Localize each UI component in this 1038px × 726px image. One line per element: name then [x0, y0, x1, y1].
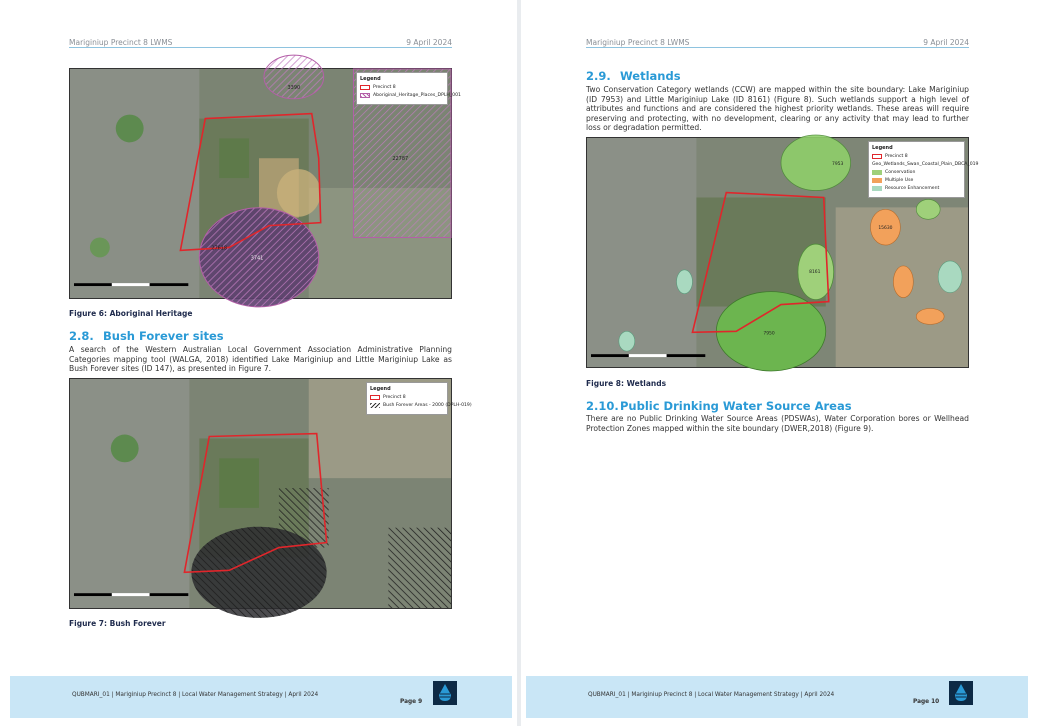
legend-title: Legend: [872, 145, 893, 151]
section-number: 2.10.: [586, 399, 619, 413]
legend-title: Legend: [360, 76, 381, 82]
section-2-8-body: A search of the Western Australian Local Government Association Administrative Planning Categories mapping tool (WALGA, 2018) identified Lake Mariginiup and Little Mariginiup Lake as Bush Forever sites (ID 147), as presented in Figure 7.: [69, 345, 452, 374]
legend-swatch: [360, 85, 370, 90]
legend-swatch: [360, 93, 370, 98]
section-2-8-heading: [69, 329, 224, 343]
figure-8-map: [586, 137, 979, 368]
page-9: [0, 0, 517, 726]
legend-label: Geo_Wetlands_Swan_Coastal_Plain_DBCA_019: [872, 162, 979, 167]
legend-label: Precinct 8: [373, 85, 396, 90]
figure-7-caption: Figure 7: Bush Forever: [69, 619, 166, 628]
map-label: 15630: [878, 226, 893, 232]
legend-label: Precinct 8: [383, 395, 406, 400]
figure-7-map: [69, 378, 472, 609]
legend-label: Aboriginal_Heritage_Places_DPLH_001: [373, 93, 461, 98]
legend-label: Multiple Use: [885, 178, 914, 183]
page-header: [586, 38, 969, 48]
legend-label: Conservation: [885, 170, 916, 175]
figure-6-caption: Figure 6: Aboriginal Heritage: [69, 309, 193, 318]
legend-swatch: [872, 186, 882, 191]
page-number: Page 9: [400, 699, 423, 705]
legend-swatch: [872, 154, 882, 159]
section-2-9-heading: [586, 69, 681, 83]
section-2-10-body: There are no Public Drinking Water Source Areas (PDSWAs), Water Corporation bores or Wellhead Protection Zones mapped within the site boundary (DWER,2018) (Figure 9).: [586, 414, 969, 433]
figure-8-legend: [868, 141, 979, 198]
water-drop-logo-icon: [433, 681, 457, 705]
header-doc-title: Mariginiup Precinct 8 LWMS: [586, 38, 690, 47]
header-date: 9 April 2024: [923, 38, 969, 47]
map-label: 27618: [211, 245, 228, 252]
legend-item: [370, 403, 472, 408]
section-title: Public Drinking Water Source Areas: [620, 399, 852, 413]
page-footer: [10, 676, 512, 718]
legend-swatch: [872, 178, 882, 183]
page-footer: [526, 676, 1028, 718]
figure-6-map: [69, 68, 461, 299]
map-label: 7950: [763, 331, 775, 337]
footer-text: QUBMARI_01 | Mariginiup Precinct 8 | Local Water Management Strategy | April 2024: [588, 692, 835, 698]
legend-item: [872, 178, 961, 183]
map-label: 3390: [287, 84, 301, 91]
legend-swatch: [370, 403, 380, 408]
section-number: 2.9.: [586, 69, 611, 83]
legend-title: Legend: [370, 386, 391, 392]
legend-item: [872, 186, 961, 191]
legend-item: [872, 170, 961, 175]
figure-7-legend: [366, 382, 472, 415]
section-2-10-heading: [586, 399, 852, 413]
map-label: 3741: [250, 255, 264, 262]
legend-swatch: [872, 170, 882, 175]
map-label: 7953: [832, 161, 844, 167]
page-number: Page 10: [913, 699, 940, 705]
legend-label: Bush Forever Areas - 2000 (DPLH-019): [383, 403, 472, 408]
water-drop-logo-icon: [949, 681, 973, 705]
legend-item: [360, 93, 461, 98]
section-title: Bush Forever sites: [103, 329, 224, 343]
legend-item: [360, 85, 444, 90]
map-label: 8161: [809, 269, 821, 275]
legend-swatch: [370, 395, 380, 400]
legend-label: Resource Enhancement: [885, 186, 940, 191]
page-10: [521, 0, 1038, 726]
section-number: 2.8.: [69, 329, 94, 343]
page-header: [69, 38, 452, 48]
legend-label: Precinct 8: [885, 154, 908, 159]
map-label: 22787: [392, 156, 409, 163]
footer-text: QUBMARI_01 | Mariginiup Precinct 8 | Local Water Management Strategy | April 2024: [72, 692, 319, 698]
legend-item: [872, 162, 979, 167]
header-date: 9 April 2024: [406, 38, 452, 47]
figure-6-legend: [356, 72, 461, 105]
header-doc-title: Mariginiup Precinct 8 LWMS: [69, 38, 173, 47]
section-title: Wetlands: [620, 69, 681, 83]
legend-item: [872, 154, 961, 159]
legend-item: [370, 395, 444, 400]
figure-8-caption: Figure 8: Wetlands: [586, 379, 667, 388]
section-2-9-body: Two Conservation Category wetlands (CCW) are mapped within the site boundary: Lake Mariginiup (ID 7953) and Little Mariginiup Lake (ID 8161) (Figure 8). Such wetlands support a high level of attributes and functions and are considered the highest priority wetlands. These areas will require preserving and protecting, with no development, clearing or any activity that may lead to further loss or degradation permitted.: [586, 85, 969, 133]
